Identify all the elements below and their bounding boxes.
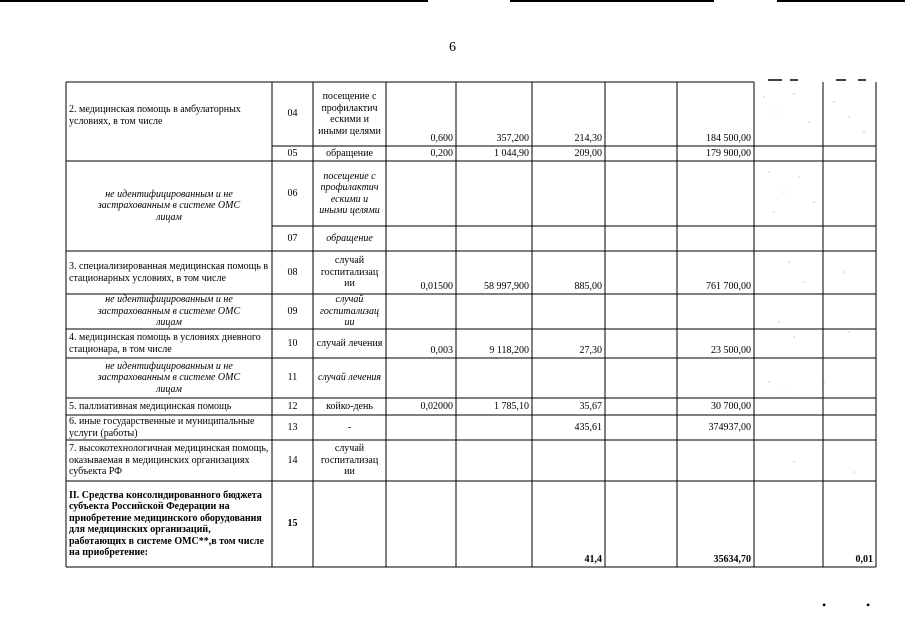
row-12-code: 12 [287,400,298,412]
row-14-code: 14 [287,454,298,466]
row-07-code: 07 [287,232,298,244]
row-04-cost: 357,200 [496,132,529,144]
top-rule-left [0,0,428,2]
row-10-cost: 9 118,200 [489,344,529,356]
row-11-code: 11 [287,372,298,384]
row-04-total: 184 500,00 [706,132,751,144]
row-04-code: 04 [287,108,298,120]
row-12-per-capita: 35,67 [579,400,602,412]
row-12-cost: 1 785,10 [494,400,529,412]
row-12-norm: 0,02000 [420,400,453,412]
row-08-unit: случай госпитализац ии [320,255,379,290]
scan-mark-left: • [822,598,827,612]
row-08-total: 761 700,00 [706,280,751,292]
row-11-unit: случай лечения [317,372,382,384]
row-05-norm: 0,200 [430,147,453,159]
row-10-per-capita: 27,30 [579,344,602,356]
row-05-code: 05 [287,147,298,159]
row-04-unit: посещение с профилактич ескими и иными целями [318,91,381,137]
row-15-extra: 0,01 [855,553,873,565]
row-09-unit: случай госпитализац ии [320,294,379,329]
row-10-name: 4. медицинская помощь в условиях дневного стационара, в том числе [69,332,261,355]
row-04-per-capita: 214,30 [574,132,602,144]
row-12-total: 30 700,00 [711,400,751,412]
row-10-norm: 0,003 [430,344,453,356]
row-10-total: 23 500,00 [711,344,751,356]
row-13-name: 6. иные государственные и муниципальные услуги (работы) [69,416,255,439]
row-12-unit: койко-день [326,400,373,412]
scan-mark-right: • [866,598,871,612]
row-13-code: 13 [287,421,298,433]
row-07-unit: обращение [326,232,373,244]
row-13-unit: - [347,421,352,433]
row-05-per-capita: 209,00 [574,147,602,159]
row-06-code: 06 [287,187,298,199]
row-13-per-capita: 435,61 [574,421,602,433]
row-04-name: 2. медицинская помощь в амбулаторных условиях, в том числе [69,104,241,127]
row-15-code: 15 [287,518,298,530]
row-05-total: 179 900,00 [706,147,751,159]
page-number: 6 [449,40,456,55]
row-05-cost: 1 044,90 [494,147,529,159]
row-13-total: 374937,00 [708,421,751,433]
row-09-code: 09 [287,305,298,317]
row-10-code: 10 [287,337,298,349]
top-rule-right [777,0,905,2]
row-14-name: 7. высокотехнологичная медицинская помощь, оказываемая в медицинских организациях субъекта РФ [69,443,269,478]
row-12-name: 5. паллиативная медицинская помощь [69,400,232,412]
row-08-per-capita: 885,00 [574,280,602,292]
row-15-total: 35634,70 [713,553,751,565]
row-08-cost: 58 997,900 [484,280,529,292]
row-14-unit: случай госпитализац ии [320,443,379,478]
row-11-name: не идентифицированным и не застрахованным в системе ОМС лицам [97,360,241,395]
row-06-unit: посещение с профилактич ескими и иными целями [319,170,380,216]
row-09-name: не идентифицированным и не застрахованным в системе ОМС лицам [97,294,241,329]
scan-noise [754,82,876,482]
row-15-per-capita: 41,4 [584,553,602,565]
row-04-norm: 0,600 [430,132,453,144]
row-08-name: 3. специализированная медицинская помощь в стационарных условиях, в том числе [69,261,269,284]
row-06-name: не идентифицированным и не застрахованным в системе ОМС лицам [97,188,241,223]
row-15-name: II. Средства консолидированного бюджета субъекта Российской Федерации на приобретение медицинского оборудования для медицинских организаций, работающих в системе ОМС**,в том числе на приобретение: [69,489,264,558]
row-08-code: 08 [287,266,298,278]
row-05-unit: обращение [326,147,373,159]
row-10-unit: случай лечения [316,337,383,349]
row-08-norm: 0,01500 [420,280,453,292]
top-rule-middle [510,0,714,2]
